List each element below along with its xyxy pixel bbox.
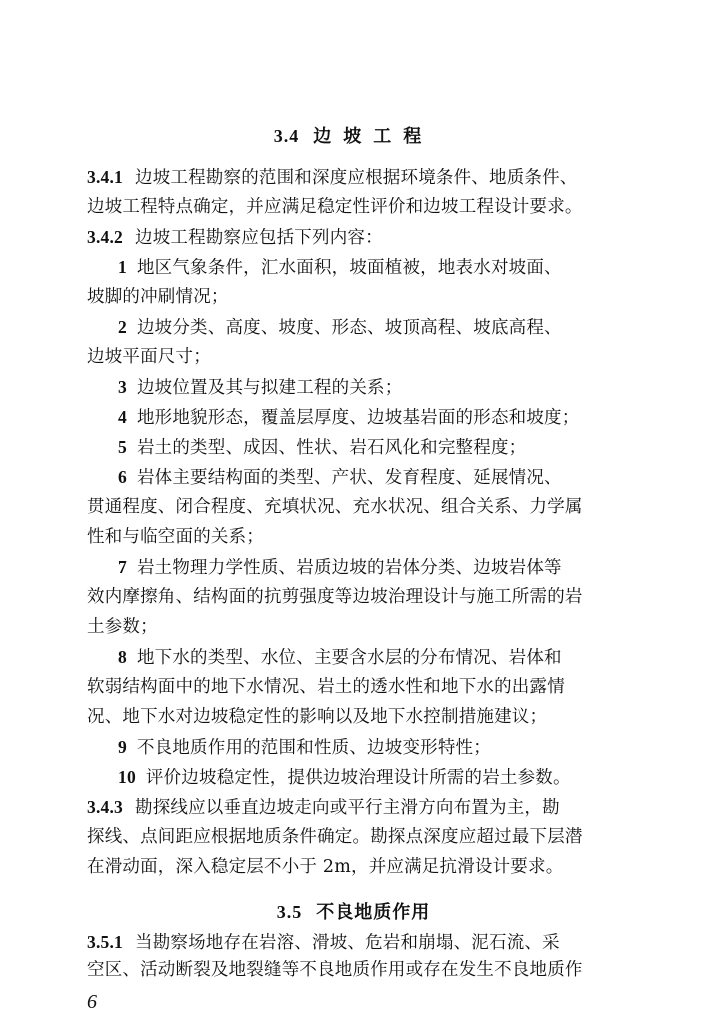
item-number: 1 — [118, 257, 127, 277]
item-text: 岩土物理力学性质、岩质边坡的岩体分类、边坡岩体等 — [136, 558, 562, 578]
clause-text: 边坡工程勘察的范围和深度应根据环境条件、地质条件、 — [135, 168, 578, 188]
item-number: 6 — [118, 467, 127, 487]
item-number: 7 — [118, 557, 127, 577]
clause-3-5-1-line-1 — [87, 930, 560, 955]
clause-text: 空区、活动断裂及地裂缝等不良地质作用或存在发生不良地质作 — [87, 960, 583, 980]
clause-text: 探线、点间距应根据地质条件确定。勘探点深度应超过最下层潜 — [87, 827, 583, 847]
clause-number: 3.5.1 — [87, 932, 123, 952]
item-text: 效内摩擦角、结构面的抗剪强度等边坡治理设计与施工所需的岩 — [87, 587, 583, 607]
item-text: 边坡分类、高度、坡度、形态、坡顶高程、坡底高程、 — [136, 318, 562, 338]
item-text: 坡脚的冲刷情况； — [87, 287, 229, 307]
clause-3-4-1-line-1 — [87, 165, 578, 190]
section-title: 不良地质作用 — [316, 902, 431, 923]
item-number: 5 — [118, 437, 127, 457]
clause-text: 边坡工程勘察应包括下列内容： — [135, 228, 383, 248]
item-text: 地形地貌形态，覆盖层厚度、边坡基岩面的形态和坡度； — [136, 408, 580, 428]
section-number: 3.5 — [276, 902, 303, 922]
item-text: 地下水的类型、水位、主要含水层的分布情况、岩体和 — [136, 648, 562, 668]
item-text: 不良地质作用的范围和性质、边坡变形特性； — [136, 738, 491, 758]
clause-number: 3.4.1 — [87, 167, 123, 187]
item-text: 性和与临空面的关系； — [87, 527, 264, 547]
item-number: 2 — [118, 317, 127, 337]
item-text: 软弱结构面中的地下水情况、岩土的透水性和地下水的出露情 — [87, 677, 565, 697]
list-item-4-line-1 — [118, 405, 579, 430]
section-number: 3.4 — [273, 126, 300, 146]
clause-text: 在滑动面，深入稳定层不小于 2m，并应满足抗滑设计要求。 — [87, 857, 564, 877]
list-item-6-line-2 — [87, 495, 583, 519]
clause-number: 3.4.3 — [87, 797, 123, 817]
clause-text: 边坡工程特点确定，并应满足稳定性评价和边坡工程设计要求。 — [87, 197, 583, 217]
clause-3-4-3-line-1 — [87, 795, 560, 820]
section-heading-3-4 — [0, 124, 707, 149]
page-number: 6 — [87, 991, 97, 1013]
item-text: 边坡位置及其与拟建工程的关系； — [136, 378, 403, 398]
list-item-6-line-3 — [87, 525, 264, 549]
item-text: 岩体主要结构面的类型、产状、发育程度、延展情况、 — [136, 468, 562, 488]
clause-3-4-2-line-1 — [87, 225, 383, 250]
list-item-7-line-3 — [87, 615, 158, 639]
clause-3-4-3-line-3 — [87, 855, 563, 879]
list-item-8-line-1 — [118, 645, 562, 670]
list-item-8-line-3 — [87, 705, 547, 729]
list-item-2-line-2 — [87, 345, 211, 369]
clause-text: 当勘察场地存在岩溶、滑坡、危岩和崩塌、泥石流、采 — [135, 933, 560, 953]
item-text: 边坡平面尺寸； — [87, 347, 211, 367]
item-text: 土参数； — [87, 617, 158, 637]
item-text: 岩土的类型、成因、性状、岩石风化和完整程度； — [136, 438, 527, 458]
section-heading-3-5 — [0, 900, 707, 925]
clause-number: 3.4.2 — [87, 227, 123, 247]
list-item-1-line-1 — [118, 255, 562, 280]
list-item-8-line-2 — [87, 675, 565, 699]
clause-3-5-1-line-2 — [87, 958, 583, 982]
item-number: 9 — [118, 737, 127, 757]
item-number: 8 — [118, 647, 127, 667]
item-text: 地区气象条件，汇水面积，坡面植被，地表水对坡面、 — [136, 258, 562, 278]
clause-3-4-3-line-2 — [87, 825, 583, 849]
list-item-7-line-2 — [87, 585, 583, 609]
list-item-1-line-2 — [87, 285, 229, 309]
item-number: 4 — [118, 407, 127, 427]
list-item-10-line-1 — [118, 765, 571, 790]
item-number: 3 — [118, 377, 127, 397]
item-text: 况、地下水对边坡稳定性的影响以及地下水控制措施建议； — [87, 707, 548, 727]
section-title: 边坡工程 — [313, 126, 434, 147]
item-number: 10 — [118, 767, 136, 787]
list-item-6-line-1 — [118, 465, 562, 490]
list-item-3-line-1 — [118, 375, 402, 400]
item-text: 评价边坡稳定性，提供边坡治理设计所需的岩土参数。 — [145, 768, 571, 788]
list-item-5-line-1 — [118, 435, 526, 460]
clause-text: 勘探线应以垂直边坡走向或平行主滑方向布置为主，勘 — [135, 798, 560, 818]
clause-3-4-1-line-2 — [87, 195, 583, 219]
list-item-9-line-1 — [118, 735, 491, 760]
list-item-7-line-1 — [118, 555, 562, 580]
item-text: 贯通程度、闭合程度、充填状况、充水状况、组合关系、力学属 — [87, 497, 583, 517]
list-item-2-line-1 — [118, 315, 562, 340]
